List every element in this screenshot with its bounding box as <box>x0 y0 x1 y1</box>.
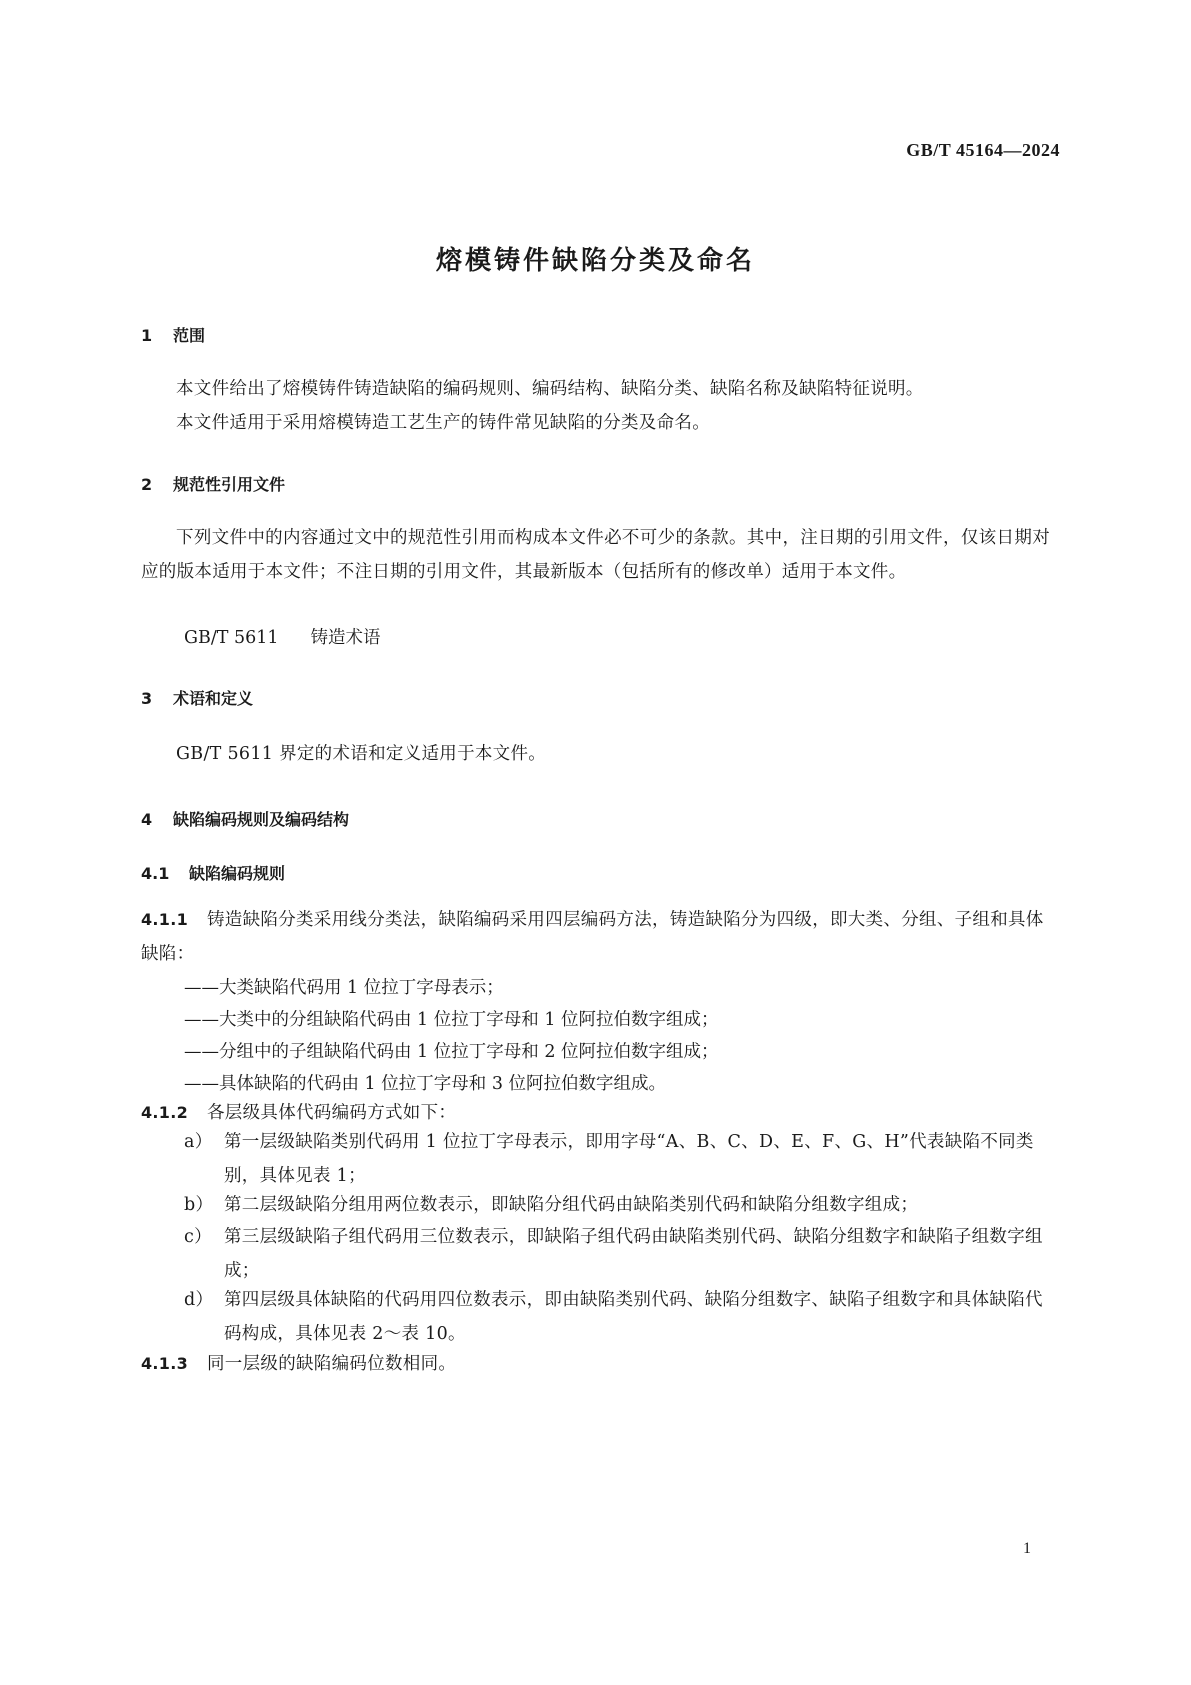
list-marker: b） <box>184 1195 214 1215</box>
clause-text: 同一层级的缺陷编码位数相同。 <box>207 1354 457 1374</box>
reference-entry <box>184 624 381 649</box>
section-title: 术语和定义 <box>173 689 254 708</box>
lettered-list-item-c <box>184 1220 1050 1288</box>
section-number: 1 <box>141 326 153 345</box>
list-marker: a） <box>184 1132 213 1152</box>
scope-paragraph-1: 本文件给出了熔模铸件铸造缺陷的编码规则、编码结构、缺陷分类、缺陷名称及缺陷特征说明。 <box>176 379 924 399</box>
lettered-list-item-d <box>184 1283 1050 1351</box>
normative-references-paragraph: 下列文件中的内容通过文中的规范性引用而构成本文件必不可少的条款。其中，注日期的引用文件，仅该日期对应的版本适用于本文件；不注日期的引用文件，其最新版本（包括所有的修改单）适用于本文件。 <box>141 528 1050 582</box>
clause-text: 铸造缺陷分类采用线分类法，缺陷编码采用四层编码方法，铸造缺陷分为四级，即大类、分组、子组和具体缺陷： <box>141 910 1044 964</box>
clause-number: 4.1.3 <box>141 1354 189 1373</box>
list-item-text: 第二层级缺陷分组用两位数表示，即缺陷分组代码由缺陷类别代码和缺陷分组数字组成； <box>224 1195 919 1215</box>
list-marker: d） <box>184 1290 214 1310</box>
clause-number: 4.1.1 <box>141 910 189 929</box>
scope-paragraph-2: 本文件适用于采用熔模铸造工艺生产的铸件常见缺陷的分类及命名。 <box>176 413 710 433</box>
dash-list-item: ——分组中的子组缺陷代码由 1 位拉丁字母和 2 位阿拉伯数字组成； <box>184 1042 719 1062</box>
lettered-list-item-b <box>184 1188 1050 1222</box>
section-number: 3 <box>141 689 153 708</box>
subsection-4-1-heading <box>141 861 285 884</box>
reference-name: 铸造术语 <box>310 628 381 648</box>
subsection-number: 4.1 <box>141 864 170 883</box>
document-title: 熔模铸件缺陷分类及命名 <box>435 246 755 276</box>
list-item-text: 第一层级缺陷类别代码用 1 位拉丁字母表示，即用字母“A、B、C、D、E、F、G、H”代表缺陷不同类别，具体见表 1； <box>224 1132 1034 1186</box>
clause-text: 各层级具体代码编码方式如下： <box>207 1103 457 1123</box>
dash-list-item: ——大类缺陷代码用 1 位拉丁字母表示； <box>184 978 504 998</box>
section-2-heading <box>141 472 285 495</box>
section-title: 规范性引用文件 <box>173 475 286 494</box>
clause-4-1-1 <box>141 903 1050 971</box>
list-item-text: 第四层级具体缺陷的代码用四位数表示，即由缺陷类别代码、缺陷分组数字、缺陷子组数字和具体缺陷代码构成，具体见表 2～表 10。 <box>224 1290 1043 1344</box>
section-number: 2 <box>141 475 153 494</box>
section-4-heading <box>141 807 349 830</box>
dash-list-item: ——大类中的分组缺陷代码由 1 位拉丁字母和 1 位阿拉伯数字组成； <box>184 1010 719 1030</box>
dash-list-item: ——具体缺陷的代码由 1 位拉丁字母和 3 位阿拉伯数字组成。 <box>184 1074 667 1094</box>
subsection-title: 缺陷编码规则 <box>189 864 286 883</box>
list-item-text: 第三层级缺陷子组代码用三位数表示，即缺陷子组代码由缺陷类别代码、缺陷分组数字和缺陷子组数字组成； <box>224 1227 1043 1281</box>
clause-4-1-3 <box>141 1347 1050 1381</box>
section-1-heading <box>141 323 205 346</box>
terms-paragraph: GB/T 5611 界定的术语和定义适用于本文件。 <box>176 744 547 764</box>
reference-code: GB/T 5611 <box>184 628 279 648</box>
section-title: 范围 <box>173 326 206 345</box>
list-marker: c） <box>184 1227 212 1247</box>
section-3-heading <box>141 686 253 709</box>
standard-code: GB/T 45164—2024 <box>906 140 1060 160</box>
page-number: 1 <box>1023 1540 1031 1557</box>
lettered-list-item-a <box>184 1125 1050 1193</box>
clause-number: 4.1.2 <box>141 1103 189 1122</box>
section-number: 4 <box>141 810 153 829</box>
section-title: 缺陷编码规则及编码结构 <box>173 810 350 829</box>
